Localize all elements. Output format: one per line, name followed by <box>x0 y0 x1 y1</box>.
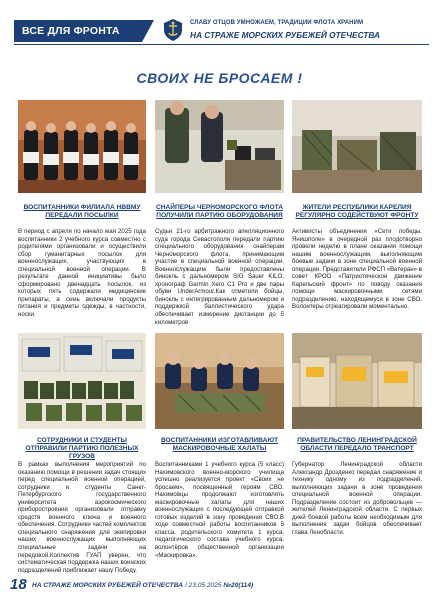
photo-transport-boxes <box>292 333 422 429</box>
article-6-caption: ПРАВИТЕЛЬСТВО ЛЕНИНГРАДСКОЙ ОБЛАСТИ ПЕРЕДАЛО ТРАНСПОРТ <box>297 437 417 452</box>
photo-cadets-with-parcels <box>18 100 146 193</box>
article-4-body: В рамках выполнения мероприятий по оказанию помощи в решении задач стоящих перед специальной военной операцией, сотрудники и студенты Санкт-Петербургского государственного университета аэрокосмического приборостроения организовали отправку средств военного ключа и военного обеспечения. Сотрудники частей комплектов специального снаряжения для экипировки наших военнослужащих выполняющих специальные задачи на передовой.Коллектив ГУАП уверен, что систематическая поддержка наших воинских подразделений приближает нашу Победу. <box>18 461 146 573</box>
header-publication-name: НА СТРАЖЕ МОРСКИХ РУБЕЖЕЙ ОТЕЧЕСТВА <box>190 30 380 40</box>
section-label: ВСЕ ДЛЯ ФРОНТА <box>14 20 142 42</box>
header-divider <box>14 44 429 45</box>
page-number: 18 <box>10 576 27 593</box>
article-6-body: Губернатор Ленинградской области Александр Дрозденко передал снаряжение и технику одному из подразделений, выполняющих задачи в зоне проведения специальной военной операции. Подразделение состоит из добровольцев — жителей Ленинградской области. С первых дней боевой работы всем необходимым для выполнения задач бойцов обеспечивает глава Ленобласти. <box>292 461 422 536</box>
photo-university-cargo <box>18 333 146 429</box>
article-2-caption: СНАЙПЕРЫ ЧЕРНОМОРСКОГО ФЛОТА ПОЛУЧИЛИ ПАРТИЮ ОБОРУДОВАНИЯ <box>155 204 284 219</box>
article-5-body: Воспитанниками 1 учебного курса (5 класс) Нахимовского военно-морского училища успешно реализуется проект «Своих не бросаем», посвященный героям СВО. Нахимовцы продолжают изготовлять маскировочные халаты для наших военнослужащих с последующей отправкой готовых изделий в зону проведения СВО.В ходе совместной работы воспитанников 5 класса, родительского комитета 1 курса, педагогического состава учебного курса, волонтёров общественной организации «Маскировка». <box>155 461 284 559</box>
header-slogan: СЛАВУ ОТЦОВ УМНОЖАЕМ, ТРАДИЦИИ ФЛОТА ХРАНИМ <box>190 20 364 26</box>
photo-camouflage-nets <box>292 100 422 193</box>
article-1-caption: ВОСПИТАННИКИ ФИЛИАЛА НВВМУ ПЕРЕДАЛИ ПОСЫЛКИ <box>23 204 141 219</box>
section-label-tail <box>142 20 154 42</box>
page-footer <box>0 574 439 600</box>
footer-separator: / <box>184 582 187 589</box>
article-4-caption: СОТРУДНИКИ И СТУДЕНТЫ ОТПРАВИЛИ ПАРТИЮ ПОЛЕЗНЫХ ГРУЗОВ <box>25 437 139 460</box>
article-5-caption: ВОСПИТАННИКИ ИЗГОТАВЛИВАЮТ МАСКИРОВОЧНЫЕ ХАЛАТЫ <box>160 437 279 452</box>
footer-publication <box>32 582 253 589</box>
page-title: СВОИХ НЕ БРОСАЕМ ! <box>136 70 303 86</box>
navy-emblem-icon <box>162 18 184 42</box>
footer-publication-name: НА СТРАЖЕ МОРСКИХ РУБЕЖЕЙ ОТЕЧЕСТВА <box>32 582 183 589</box>
article-3-caption: ЖИТЕЛИ РЕСПУБЛИКИ КАРЕЛИЯ РЕГУЛЯРНО СОДЕЙСТВУЮТ ФРОНТУ <box>295 204 419 219</box>
footer-issue: №20(114) <box>223 582 254 589</box>
photo-cadets-sewing <box>155 333 284 429</box>
article-3-body: Активисты объединения «Сети победы. Янишполе» в очередной раз плодотворно провели неделю в плане оказания помощи нашим военнослужащим, выполняющим боевые задачи в зоне специальной военной операции. Представители РФСП «Ветеран» в совет КРОО «Патриотическое движение Карельский фронт» по поводу оказания помощи маскировочными сетями подразделению, находящемуся в зоне СВО. Волонтеры отреагировали моментально. <box>292 228 422 311</box>
photo-sniper-equipment <box>155 100 284 193</box>
footer-date: 23.05.2025 <box>188 582 222 589</box>
article-2-body: Судьи 21-го арбитражного апелляционного суда города Севастополя передали партию специального оборудования снайперам Черноморского флота, принимающим участие в специальной военной операции. Военнослужащим были предоставлены бинокль с дальномером SIG Sauer KILO, хронограф Garmin Xero C1 Pro и две пары обуви UnderArmour.Как отметили бойцы, бинокль с интегрированным дальномером и поддержкой баллистического удара обеспечивает измерение дистанции до 5 километров <box>155 228 284 326</box>
article-1-body: В период с апреля по начало мая 2025 года воспитанники 2 учебного курса совместно с родителями организовали и осуществили сбор гуманитарных посылок для военнослужащих, участвующих в специальной военной операции. В результате данной инициативы было сформировано двенадцать посылок, из которых пять содержали медицинские препараты, а семь включали продукты питания и предметы одежды, в частности, носки. <box>18 228 146 319</box>
